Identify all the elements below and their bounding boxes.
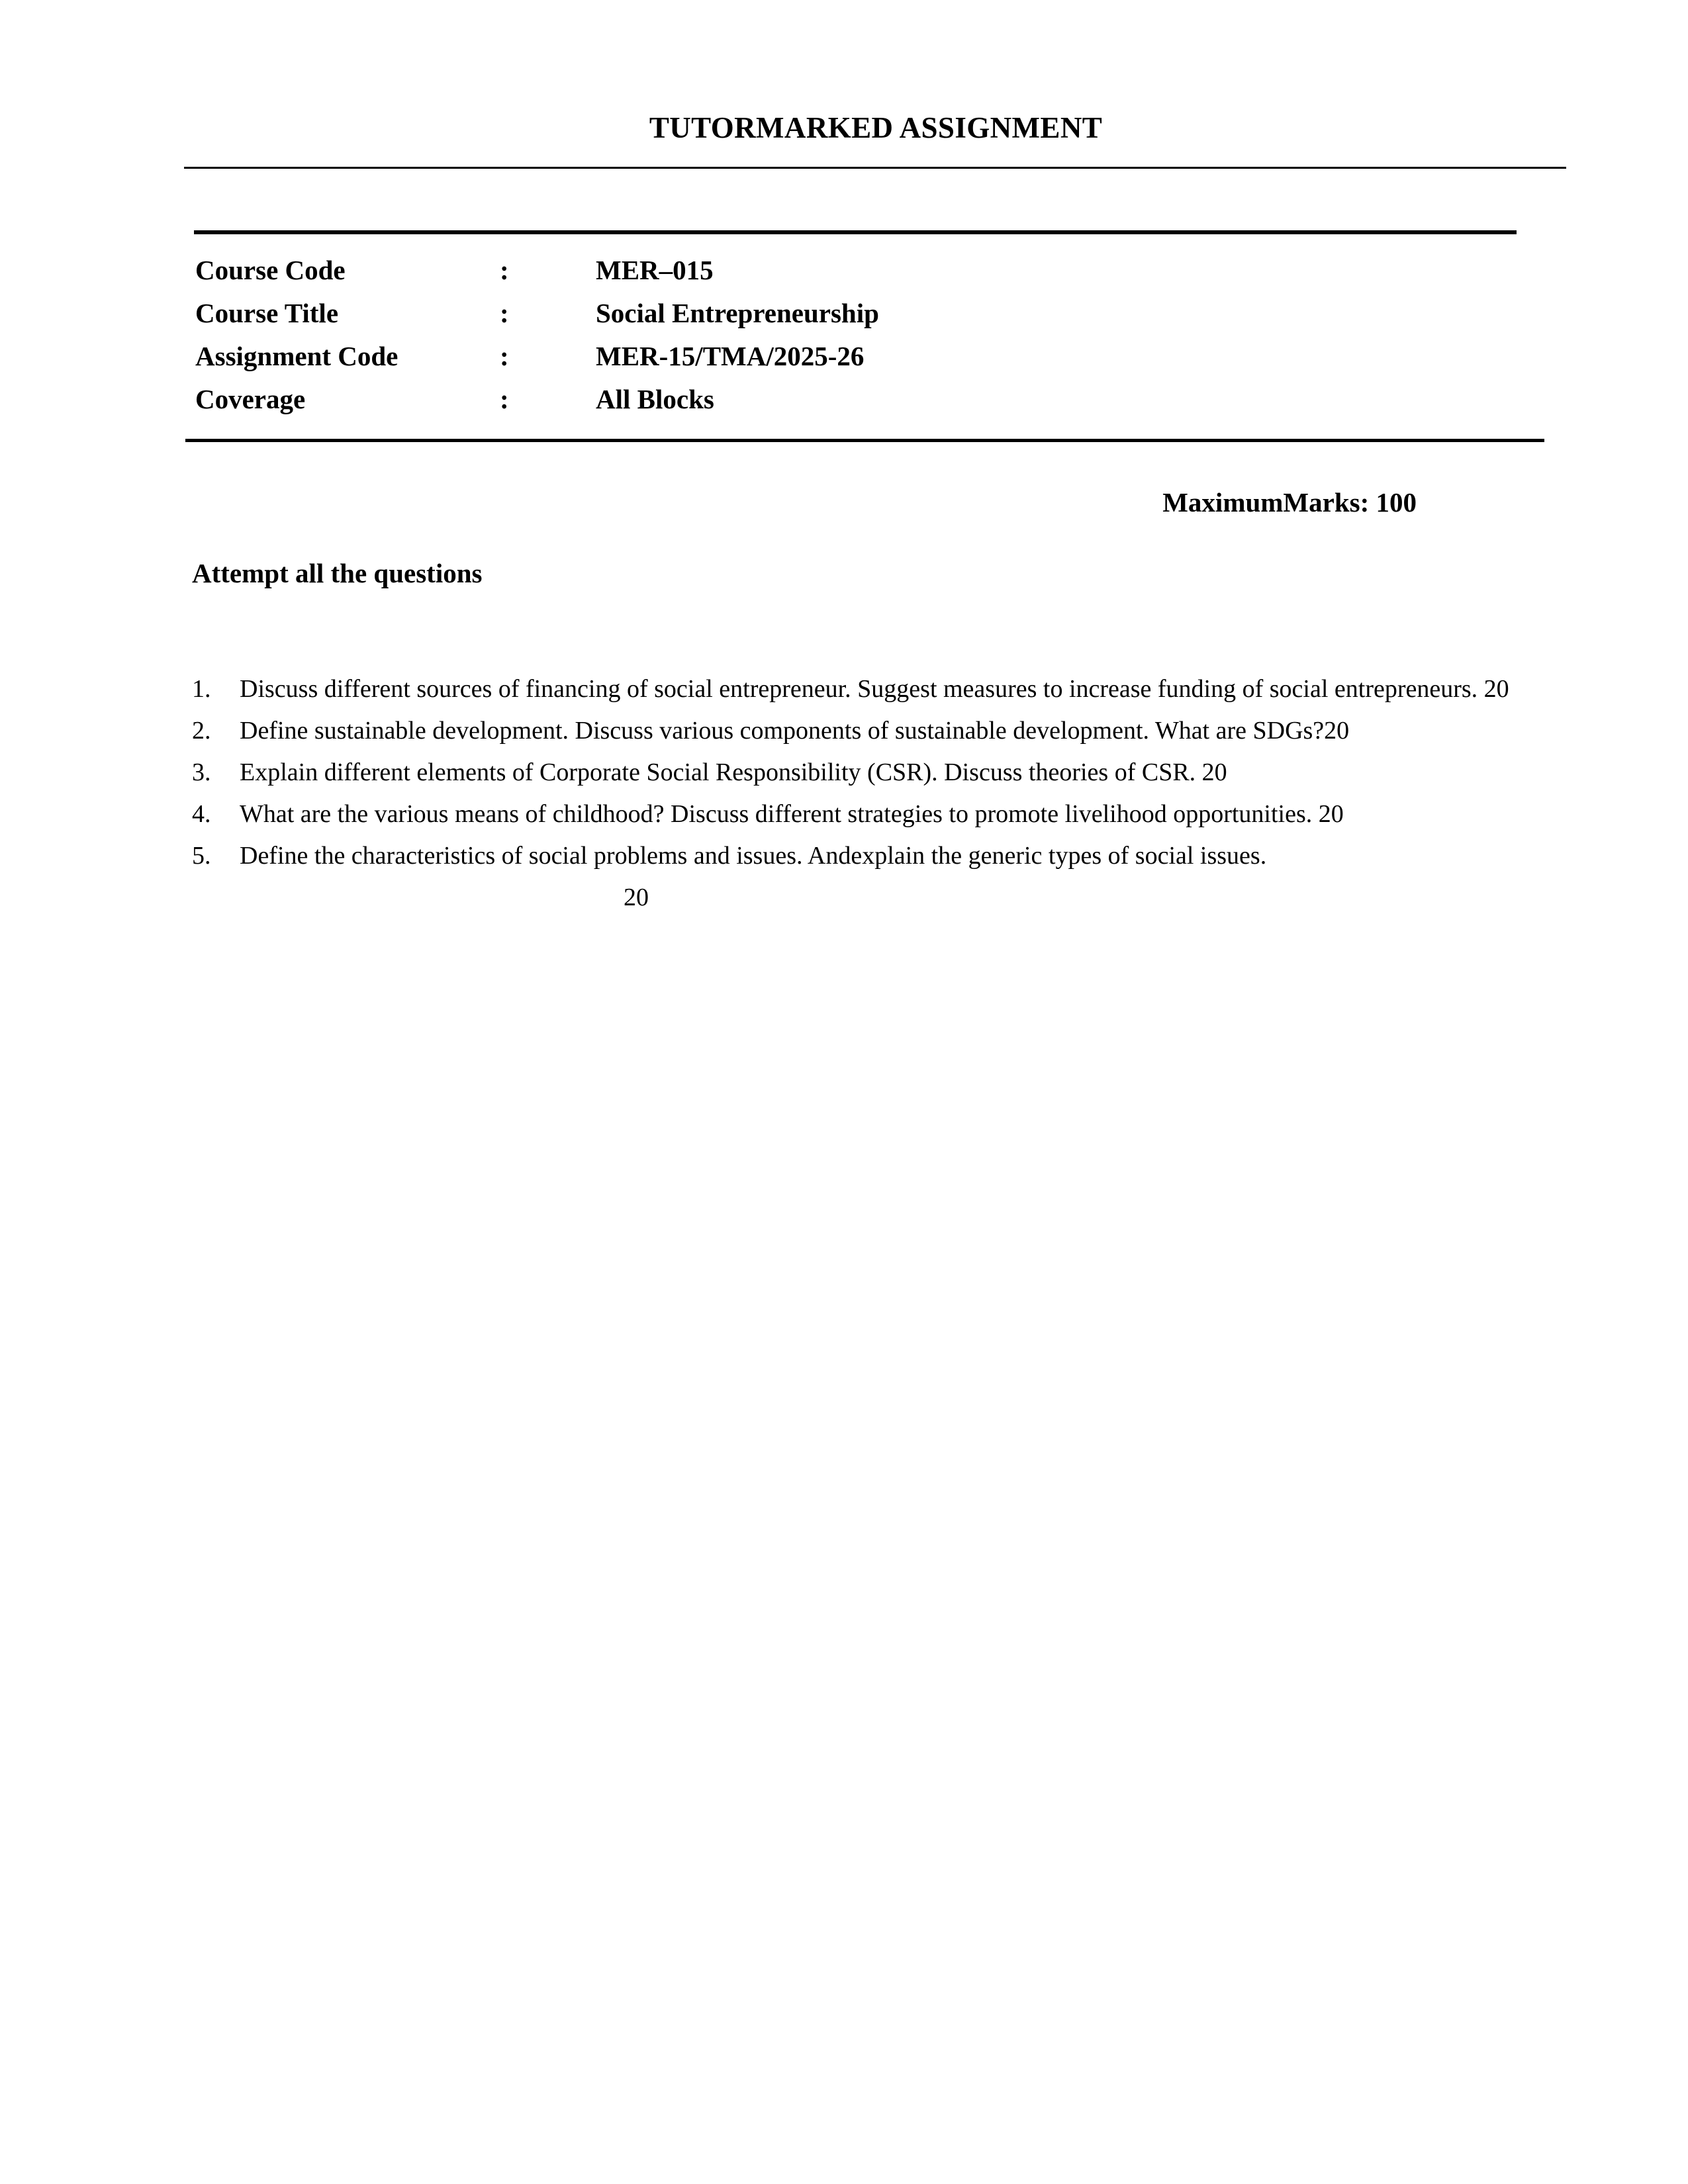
course-info-table [195,257,879,429]
table-row [195,300,879,343]
question-text: Explain different elements of Corporate Social Responsibility (CSR). Discuss theories of CSR. 20 [240,758,1227,786]
question-number: 5. [192,842,211,870]
question-number: 1. [192,675,211,703]
info-colon-course-code: : [500,255,509,285]
table-row [195,257,879,300]
page-title: TUTORMARKED ASSIGNMENT [649,111,1103,144]
info-colon-assignment-code: : [500,341,509,371]
question-number: 4. [192,800,211,828]
list-item [192,835,1509,919]
info-colon-coverage: : [500,384,509,414]
info-label-course-code: Course Code [195,255,346,285]
question-marks: 20 [624,884,649,911]
question-list [192,668,1509,919]
question-text: Define sustainable development. Discuss various components of sustainable development. What are SDGs?20 [240,717,1350,745]
info-value-course-code: MER–015 [596,255,714,285]
question-text: What are the various means of childhood? Discuss different strategies to promote livelihood opportunities. 20 [240,800,1344,828]
info-table-top-rule [194,230,1517,234]
info-value-assignment-code: MER-15/TMA/2025-26 [596,341,865,371]
question-body: Define the characteristics of social problems and issues. Andexplain the generic types of social issues. [240,842,1267,870]
table-row [195,386,879,429]
info-value-coverage: All Blocks [596,384,714,414]
table-row [195,343,879,386]
question-text [240,835,1509,919]
info-table-bottom-rule [185,439,1544,442]
info-label-coverage: Coverage [195,384,306,414]
maximum-marks-label: MaximumMarks: 100 [1162,487,1417,518]
info-label-course-title: Course Title [195,298,339,328]
title-underline-rule [184,167,1566,169]
list-item [192,752,1509,794]
list-item [192,710,1509,752]
question-number: 2. [192,717,211,745]
question-number: 3. [192,758,211,786]
question-text: Discuss different sources of financing of social entrepreneur. Suggest measures to increase funding of social entrepreneurs. 20 [240,675,1509,703]
list-item [192,794,1509,835]
info-value-course-title: Social Entrepreneurship [596,298,879,328]
attempt-all-questions-heading: Attempt all the questions [192,558,483,588]
info-label-assignment-code: Assignment Code [195,341,399,371]
list-item [192,668,1509,710]
info-colon-course-title: : [500,298,509,328]
